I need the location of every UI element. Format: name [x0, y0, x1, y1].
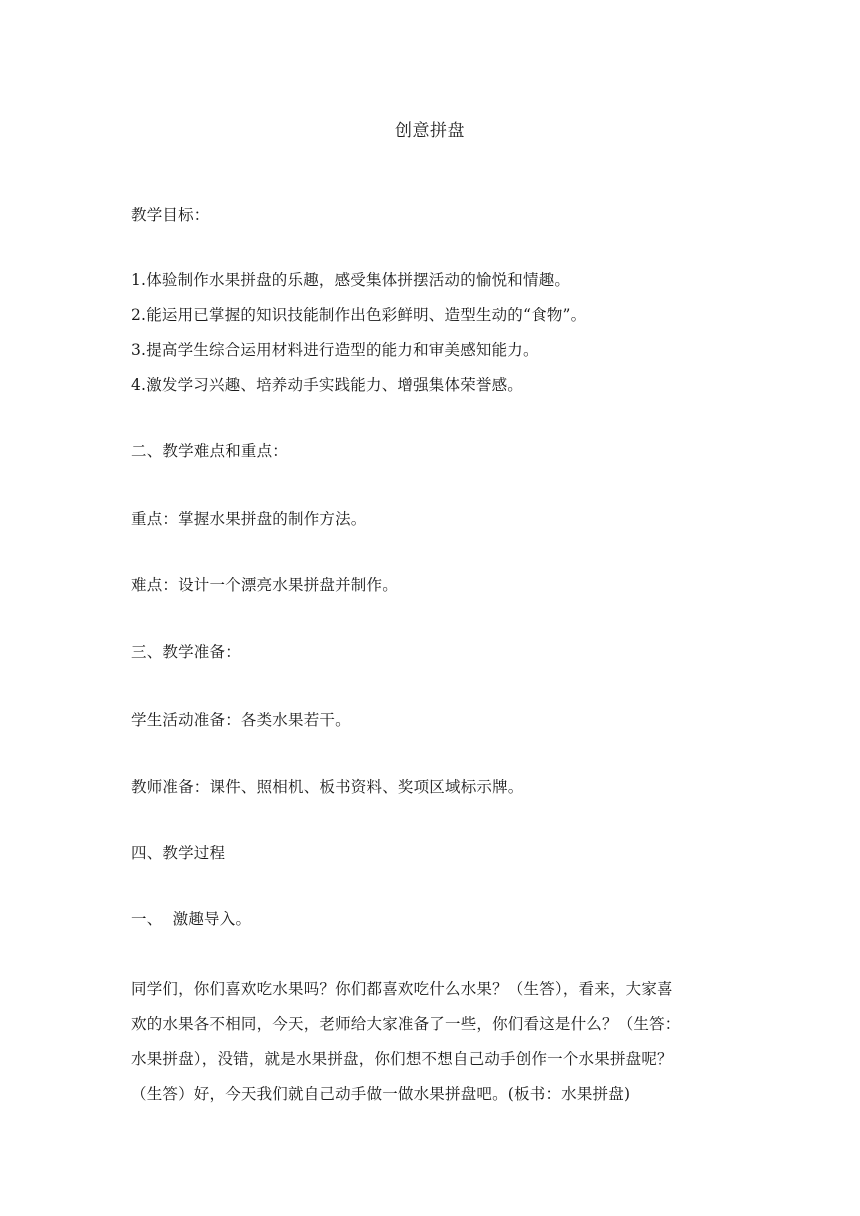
intro-paragraph-line: 欢的水果各不相同，今天，老师给大家准备了一些，你们看这是什么？（生答：: [131, 1015, 681, 1033]
document-title: 创意拼盘: [395, 121, 465, 141]
intro-paragraph-line: 水果拼盘），没错，就是水果拼盘，你们想不想自己动手创作一个水果拼盘呢？: [131, 1050, 673, 1068]
intro-paragraph: [131, 972, 731, 1112]
step1-heading: 一、 激趣导入。: [131, 910, 252, 928]
student-prep: 学生活动准备：各类水果若干。: [131, 711, 351, 729]
difficulty: 难点：设计一个漂亮水果拼盘并制作。: [131, 576, 398, 594]
section3-heading: 三、教学准备：: [131, 643, 241, 661]
objective-item-3: 3.提高学生综合运用材料进行造型的能力和审美感知能力。: [131, 341, 539, 359]
intro-paragraph-line: 同学们，你们喜欢吃水果吗？你们都喜欢吃什么水果？（生答），看来，大家喜: [131, 980, 673, 998]
section4-heading: 四、教学过程: [131, 844, 226, 862]
objective-item-1: 1.体验制作水果拼盘的乐趣，感受集体拼摆活动的愉悦和情趣。: [131, 271, 571, 289]
objective-item-2: 2.能运用已掌握的知识技能制作出色彩鲜明、造型生动的“食物”。: [131, 306, 587, 324]
objectives-heading: 教学目标：: [131, 206, 210, 224]
section2-heading: 二、教学难点和重点：: [131, 442, 289, 460]
teacher-prep: 教师准备：课件、照相机、板书资料、奖项区域标示牌。: [131, 778, 524, 796]
intro-paragraph-line: （生答）好，今天我们就自己动手做一做水果拼盘吧。(板书：水果拼盘): [131, 1085, 631, 1103]
objective-item-4: 4.激发学习兴趣、培养动手实践能力、增强集体荣誉感。: [131, 376, 523, 394]
key-point: 重点：掌握水果拼盘的制作方法。: [131, 510, 367, 528]
